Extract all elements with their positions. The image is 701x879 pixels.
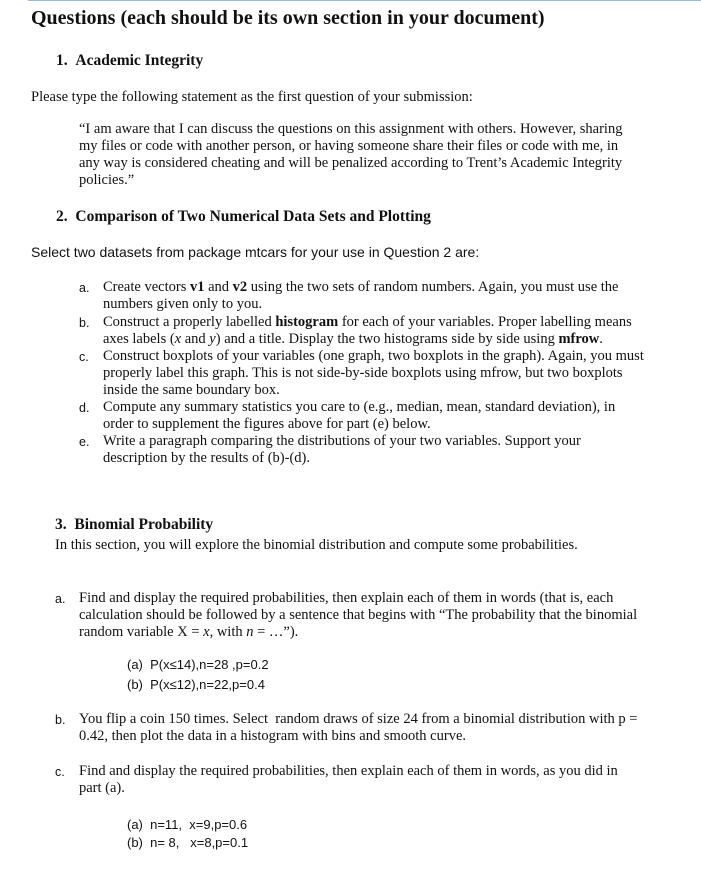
- section-1-heading: 1. Academic Integrity: [56, 52, 204, 69]
- section-1-intro: Please type the following statement as the first question of your submission:: [31, 89, 473, 105]
- item-text: You flip a coin 150 times. Select random draws of size 24 from a binomial distribution with p = 0.42, then plot the data in a histogram with bins and smooth curve.: [79, 711, 638, 744]
- list-letter: c.: [55, 765, 65, 779]
- page-title: Questions (each should be its own section in your document): [31, 7, 545, 29]
- item-text: and: [181, 331, 210, 347]
- italic-term: x: [174, 331, 182, 347]
- probability-subitem: (b) n= 8, x=8,p=0.1: [127, 835, 249, 850]
- list-letter: a.: [79, 281, 90, 295]
- section-3-heading: 3. Binomial Probability: [55, 516, 214, 533]
- list-letter: e.: [79, 435, 90, 449]
- section-3-intro: In this section, you will explore the binomial distribution and compute some probabilities.: [55, 537, 578, 553]
- probability-subitem: (b) P(x≤12),n=22,p=0.4: [127, 677, 265, 692]
- item-text: ) and a title. Display the two histograms side by side using: [215, 331, 559, 347]
- item-text: = …”).: [253, 624, 299, 640]
- bold-term: mfrow: [558, 331, 600, 347]
- integrity-statement: “I am aware that I can discuss the questions on this assignment with others. However, sharing my files or code with another person, or having someone share their files or code with me, in any way is considered cheating and will be penalized according to Trent’s Academic Integrity policies.”: [79, 121, 623, 188]
- top-rule: [28, 0, 701, 1]
- italic-term: x: [203, 624, 210, 640]
- item-text: Create vectors: [103, 279, 190, 295]
- list-letter: b.: [55, 713, 66, 727]
- item-text: Find and display the required probabilities, then explain each of them in words, as you did in part (a).: [79, 763, 618, 796]
- list-letter: a.: [55, 592, 66, 606]
- item-text: Compute any summary statistics you care to (e.g., median, mean, standard deviation), in order to supplement the figures above for part (e) below.: [103, 399, 616, 432]
- item-text: Construct a properly labelled: [103, 314, 276, 330]
- probability-subitem: (a) P(x≤14),n=28 ,p=0.2: [127, 657, 269, 672]
- section-2-intro: Select two datasets from package mtcars for your use in Question 2 are:: [31, 244, 480, 260]
- section-2-heading: 2. Comparison of Two Numerical Data Sets and Plotting: [56, 208, 431, 225]
- italic-term: n: [246, 624, 254, 640]
- bold-term: histogram: [275, 314, 339, 330]
- bold-term: v2: [232, 279, 248, 295]
- italic-term: y: [209, 331, 216, 347]
- item-text: Construct boxplots of your variables (one graph, two boxplots in the graph). Again, you must properly label this graph. This is not side-by-side boxplots using mfrow, but two boxplots inside the same boundary box.: [103, 348, 644, 398]
- item-text: Find and display the required probabilities, then explain each of them in words (that is, each calculation should be followed by a sentence that begins with “The probability that the binomial random variable X =: [79, 590, 638, 640]
- bold-term: v1: [189, 279, 205, 295]
- list-letter: d.: [79, 401, 90, 415]
- item-text: and: [204, 279, 233, 295]
- item-text: using the two sets of random numbers. Again, you must use the numbers given only to you.: [103, 279, 619, 312]
- probability-subitem: (a) n=11, x=9,p=0.6: [127, 817, 248, 832]
- list-letter: c.: [79, 350, 89, 364]
- item-text: , with: [209, 624, 247, 640]
- item-text: for each of your variables. Proper labelling means axes labels (: [103, 314, 632, 347]
- list-letter: b.: [79, 316, 90, 330]
- item-text: Write a paragraph comparing the distributions of your two variables. Support your description by the results of (b)-(d).: [103, 433, 581, 466]
- item-text: .: [599, 331, 603, 347]
